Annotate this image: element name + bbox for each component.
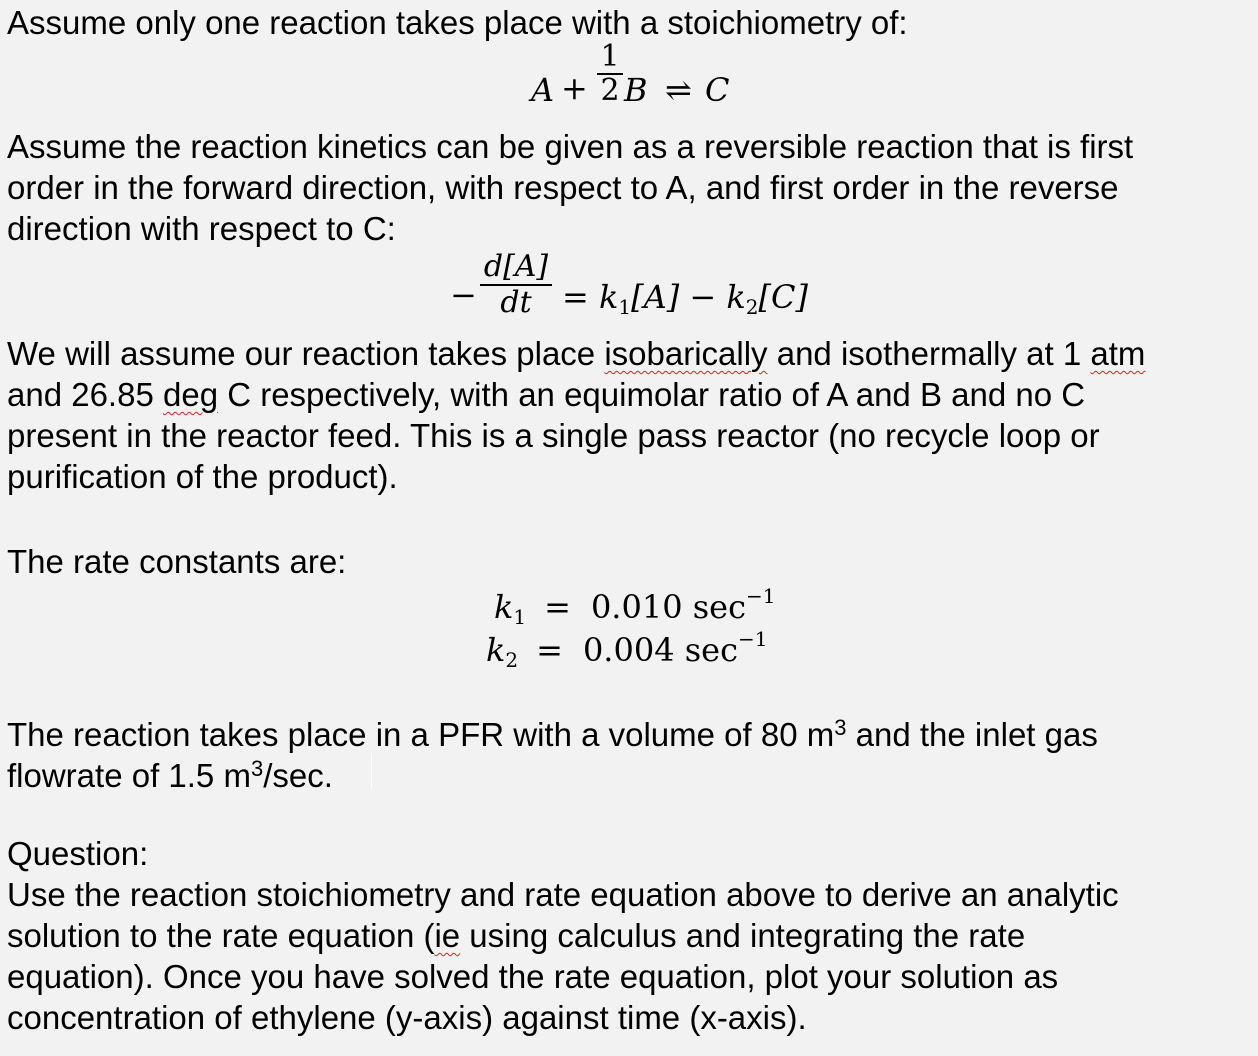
text-run: C respectively, with an equimolar ratio of A and B and no C <box>218 376 1086 413</box>
superscript: 3 <box>834 715 847 740</box>
k1-value: 0.010 sec <box>590 588 746 626</box>
k2-subscript: 2 <box>745 295 759 319</box>
paragraph-kinetics-l1: Assume the reaction kinetics can be given as a reversible reaction that is first <box>7 128 1134 165</box>
k2-exponent: −1 <box>738 627 768 651</box>
k1-definition <box>494 584 775 629</box>
k1-def-equals: = <box>544 588 571 626</box>
derivative-denominator: dt <box>480 284 552 320</box>
paragraph-kinetics-l3: direction with respect to C: <box>7 210 396 247</box>
k2-symbol: k <box>726 278 746 316</box>
fraction-denominator: 2 <box>597 73 623 106</box>
text-run: /sec. <box>263 757 333 794</box>
k1-symbol: k <box>598 278 619 316</box>
species-a: A <box>531 71 555 109</box>
paragraph-intro: Assume only one reaction takes place with a stoichiometry of: <box>7 4 908 41</box>
spellcheck-word: isobarically <box>604 335 768 372</box>
derivative-numerator: d[A] <box>483 249 549 284</box>
question-l3: equation). Once you have solved the rate equation, plot your solution as <box>7 958 1059 995</box>
rate-c-term: [C] <box>758 278 808 316</box>
question-l4: concentration of ethylene (y-axis) against time (x-axis). <box>7 999 807 1036</box>
spellcheck-word: deg <box>162 376 219 413</box>
rate-minus-sign: − <box>450 276 477 314</box>
superscript: 3 <box>250 756 264 781</box>
paragraph-conditions-l4: purification of the product). <box>7 458 398 495</box>
paragraph-kinetics-l2: order in the forward direction, with respect to A, and first order in the reverse <box>7 169 1119 206</box>
k2-def-equals: = <box>536 631 563 669</box>
species-b: B <box>624 71 648 109</box>
k2-definition <box>486 627 767 672</box>
rate-rhs <box>562 278 808 319</box>
text-cursor <box>371 753 372 789</box>
paragraph-conditions-l1 <box>7 333 1145 375</box>
rate-a-term: [A] − <box>631 278 727 316</box>
derivative-fraction <box>480 250 552 320</box>
rate-equals: = <box>562 278 589 316</box>
plus-sign: + <box>561 69 588 107</box>
text-run: and 26.85 <box>7 376 163 413</box>
text-run: solution to the rate equation ( <box>7 917 435 954</box>
k2-def-symbol: k <box>486 631 506 669</box>
k2-def-subscript: 2 <box>505 648 519 672</box>
spellcheck-word: ie <box>434 917 461 954</box>
spellcheck-word: atm <box>1090 335 1146 372</box>
fraction-one-half <box>597 39 623 108</box>
rate-constants-heading: The rate constants are: <box>7 543 347 580</box>
text-run: and isothermally at 1 <box>767 335 1091 372</box>
k1-exponent: −1 <box>746 584 776 608</box>
species-c: C <box>705 71 730 109</box>
text-run: flowrate of 1.5 m <box>7 757 251 794</box>
paragraph-conditions-l3: present in the reactor feed. This is a single pass reactor (no recycle loop or <box>7 417 1100 454</box>
question-heading: Question: <box>7 835 149 872</box>
text-run: and the inlet gas <box>846 716 1098 753</box>
paragraph-reactor-l2 <box>7 748 333 797</box>
question-l1: Use the reaction stoichiometry and rate equation above to derive an analytic <box>7 876 1119 913</box>
text-run: We will assume our reaction takes place <box>7 335 605 372</box>
text-run: The reaction takes place in a PFR with a volume of 80 m <box>7 716 835 753</box>
fraction-numerator: 1 <box>600 39 620 74</box>
k1-def-subscript: 1 <box>513 605 527 629</box>
equilibrium-arrow: ⇌ <box>665 71 692 109</box>
text-run: using calculus and integrating the rate <box>460 917 1026 954</box>
k1-subscript: 1 <box>618 295 632 319</box>
k2-value: 0.004 sec <box>582 631 738 669</box>
paragraph-conditions-l2 <box>7 374 1085 416</box>
question-l2 <box>7 915 1025 957</box>
k1-def-symbol: k <box>494 588 514 626</box>
